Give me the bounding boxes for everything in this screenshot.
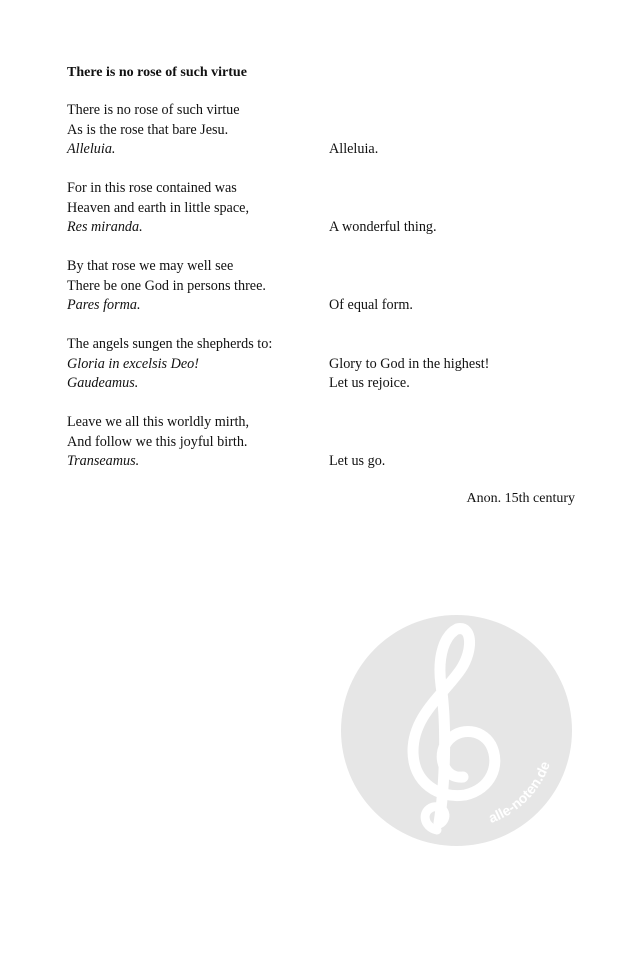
- watermark-logo: [341, 615, 572, 846]
- refrain-translation: Glory to God in the highest!: [329, 355, 490, 372]
- latin-refrain: Pares forma.: [67, 297, 141, 313]
- poem-line: By that rose we may well see: [67, 258, 234, 274]
- stanza-1: [67, 101, 607, 160]
- poem-line: There is no rose of such virtue: [67, 102, 240, 118]
- stanza-5: [67, 413, 607, 472]
- watermark-text: alle-noten.de: [486, 759, 553, 826]
- stanza-3: [67, 257, 607, 316]
- poem-line: For in this rose contained was: [67, 180, 237, 196]
- refrain-translation: Of equal form.: [329, 297, 413, 313]
- attribution: Anon. 15th century: [466, 491, 575, 506]
- refrain-translation: Let us go.: [329, 453, 386, 469]
- watermark: [341, 615, 572, 846]
- refrain-translation: Alleluia.: [329, 141, 379, 157]
- refrain-line: [67, 140, 607, 160]
- poem-line: Heaven and earth in little space,: [67, 199, 249, 216]
- poem-line: The angels sungen the shepherds to:: [67, 336, 273, 352]
- latin-refrain: Gloria in excelsis Deo!: [67, 355, 199, 372]
- refrain-translation: Let us rejoice.: [329, 375, 410, 391]
- poem-line: As is the rose that bare Jesu.: [67, 121, 229, 138]
- latin-refrain: Gaudeamus.: [67, 375, 139, 391]
- refrain-line: [67, 452, 607, 472]
- latin-refrain: Transeamus.: [67, 453, 140, 469]
- latin-refrain: Alleluia.: [67, 141, 116, 157]
- latin-refrain: Res miranda.: [67, 219, 143, 235]
- stanza-4: [67, 335, 607, 394]
- poem-title: There is no rose of such virtue: [67, 65, 247, 80]
- refrain-line: [67, 355, 607, 375]
- stanza-2: [67, 179, 607, 238]
- refrain-line: [67, 218, 607, 238]
- poem-line: And follow we this joyful birth.: [67, 433, 248, 450]
- poem-line: Leave we all this worldly mirth,: [67, 414, 250, 430]
- refrain-line: [67, 374, 607, 394]
- refrain-line: [67, 296, 607, 316]
- refrain-translation: A wonderful thing.: [329, 219, 437, 235]
- poem-line: There be one God in persons three.: [67, 277, 266, 294]
